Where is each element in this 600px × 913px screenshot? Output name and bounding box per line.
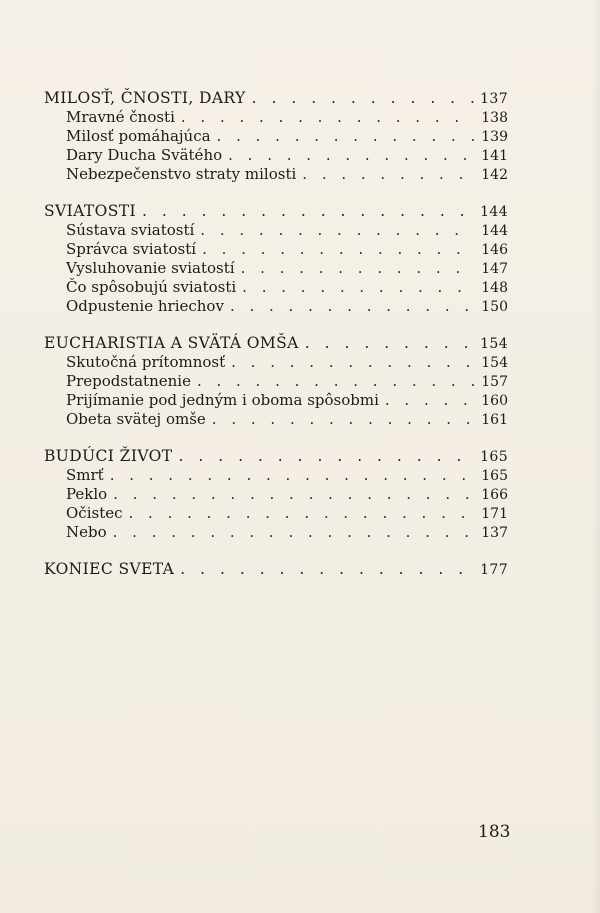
- toc-page-number: 154: [480, 336, 508, 352]
- dot-leader: [305, 333, 474, 353]
- toc-page-number: 146: [481, 242, 508, 258]
- dot-leader: [228, 146, 475, 165]
- toc-entry[interactable]: [44, 410, 508, 429]
- toc-entry-label: Očistec: [66, 504, 123, 522]
- toc-section: [44, 446, 508, 542]
- toc-page-number: 154: [481, 355, 508, 371]
- toc-entry[interactable]: [44, 391, 508, 410]
- toc-section: [44, 333, 508, 429]
- toc-entry[interactable]: [44, 523, 508, 542]
- dot-leader: [302, 165, 475, 184]
- dot-leader: [231, 353, 475, 372]
- toc-section-heading[interactable]: [44, 333, 508, 353]
- toc-page-number: 161: [481, 412, 508, 428]
- toc-entry-label: Peklo: [66, 485, 108, 503]
- toc-page-number: 138: [481, 110, 508, 126]
- toc-entry-label: Skutočná prítomnosť: [66, 353, 226, 371]
- dot-leader: [113, 485, 475, 504]
- toc-entry-label: Prijímanie pod jedným i oboma spôsobmi: [66, 391, 379, 409]
- toc-entry[interactable]: [44, 504, 508, 523]
- toc-page-number: 144: [480, 204, 508, 220]
- dot-leader: [200, 221, 475, 240]
- dot-leader: [202, 240, 475, 259]
- dot-leader: [181, 108, 475, 127]
- toc-entry[interactable]: [44, 278, 508, 297]
- toc-page-number: 142: [481, 167, 508, 183]
- toc-entry-label: Správca sviatostí: [66, 240, 197, 258]
- toc-entry-label: Vysluhovanie sviatostí: [66, 259, 235, 277]
- toc-entry-label: Prepodstatnenie: [66, 372, 191, 390]
- toc-entry-label: Nebo: [66, 523, 107, 541]
- toc-heading-label: SVIATOSTI: [44, 202, 137, 220]
- toc-page-number: 165: [480, 449, 508, 465]
- toc-entry[interactable]: [44, 108, 508, 127]
- toc-entry-label: Smrť: [66, 466, 104, 484]
- toc-section: [44, 559, 508, 579]
- toc-page-number: 144: [481, 223, 508, 239]
- toc-entry-label: Nebezpečenstvo straty milosti: [66, 165, 297, 183]
- dot-leader: [142, 201, 474, 221]
- toc-page-number: 137: [480, 91, 508, 107]
- toc-page-number: 147: [481, 261, 508, 277]
- toc-entry[interactable]: [44, 240, 508, 259]
- toc-entry-label: Milosť pomáhajúca: [66, 127, 211, 145]
- toc-page-number: 157: [481, 374, 508, 390]
- dot-leader: [230, 297, 475, 316]
- dot-leader: [110, 466, 476, 485]
- toc-page-number: 139: [481, 129, 508, 145]
- toc-section-heading[interactable]: [44, 559, 508, 579]
- toc-entry-label: Dary Ducha Svätého: [66, 146, 223, 164]
- toc-entry[interactable]: [44, 259, 508, 278]
- toc-section-heading[interactable]: [44, 446, 508, 466]
- table-of-contents: [44, 88, 508, 596]
- toc-section: [44, 88, 508, 184]
- dot-leader: [242, 278, 475, 297]
- toc-heading-label: KONIEC SVETA: [44, 560, 175, 578]
- toc-entry[interactable]: [44, 165, 508, 184]
- toc-entry[interactable]: [44, 372, 508, 391]
- toc-entry[interactable]: [44, 353, 508, 372]
- toc-entry-label: Mravné čnosti: [66, 108, 175, 126]
- toc-entry-label: Čo spôsobujú sviatosti: [66, 278, 237, 296]
- dot-leader: [113, 523, 476, 542]
- toc-entry-label: Sústava sviatostí: [66, 221, 195, 239]
- toc-entry[interactable]: [44, 146, 508, 165]
- dot-leader: [212, 410, 475, 429]
- toc-page-number: 137: [481, 525, 508, 541]
- dot-leader: [180, 559, 474, 579]
- toc-page-number: 160: [481, 393, 508, 409]
- toc-heading-label: EUCHARISTIA A SVÄTÁ OMŠA: [44, 334, 299, 352]
- toc-entry[interactable]: [44, 221, 508, 240]
- toc-page-number: 150: [481, 299, 508, 315]
- dot-leader: [129, 504, 476, 523]
- page-folio-number: 183: [478, 822, 511, 842]
- dot-leader: [241, 259, 476, 278]
- toc-entry[interactable]: [44, 297, 508, 316]
- toc-page-number: 171: [481, 506, 508, 522]
- toc-heading-label: BUDÚCI ŽIVOT: [44, 447, 173, 465]
- dot-leader: [197, 372, 475, 391]
- dot-leader: [179, 446, 475, 466]
- toc-page-number: 166: [481, 487, 508, 503]
- dot-leader: [385, 391, 475, 410]
- toc-entry-label: Odpustenie hriechov: [66, 297, 224, 315]
- dot-leader: [252, 88, 474, 108]
- toc-section: [44, 201, 508, 316]
- toc-section-heading[interactable]: [44, 88, 508, 108]
- toc-entry-label: Obeta svätej omše: [66, 410, 206, 428]
- page-edge-shadow: [592, 0, 600, 913]
- toc-entry[interactable]: [44, 127, 508, 146]
- toc-entry[interactable]: [44, 485, 508, 504]
- toc-heading-label: MILOSŤ, ČNOSTI, DARY: [44, 89, 246, 107]
- toc-entry[interactable]: [44, 466, 508, 485]
- toc-page-number: 165: [481, 468, 508, 484]
- toc-section-heading[interactable]: [44, 201, 508, 221]
- toc-page-number: 148: [481, 280, 508, 296]
- dot-leader: [217, 127, 476, 146]
- toc-page-number: 141: [481, 148, 508, 164]
- toc-page-number: 177: [480, 562, 508, 578]
